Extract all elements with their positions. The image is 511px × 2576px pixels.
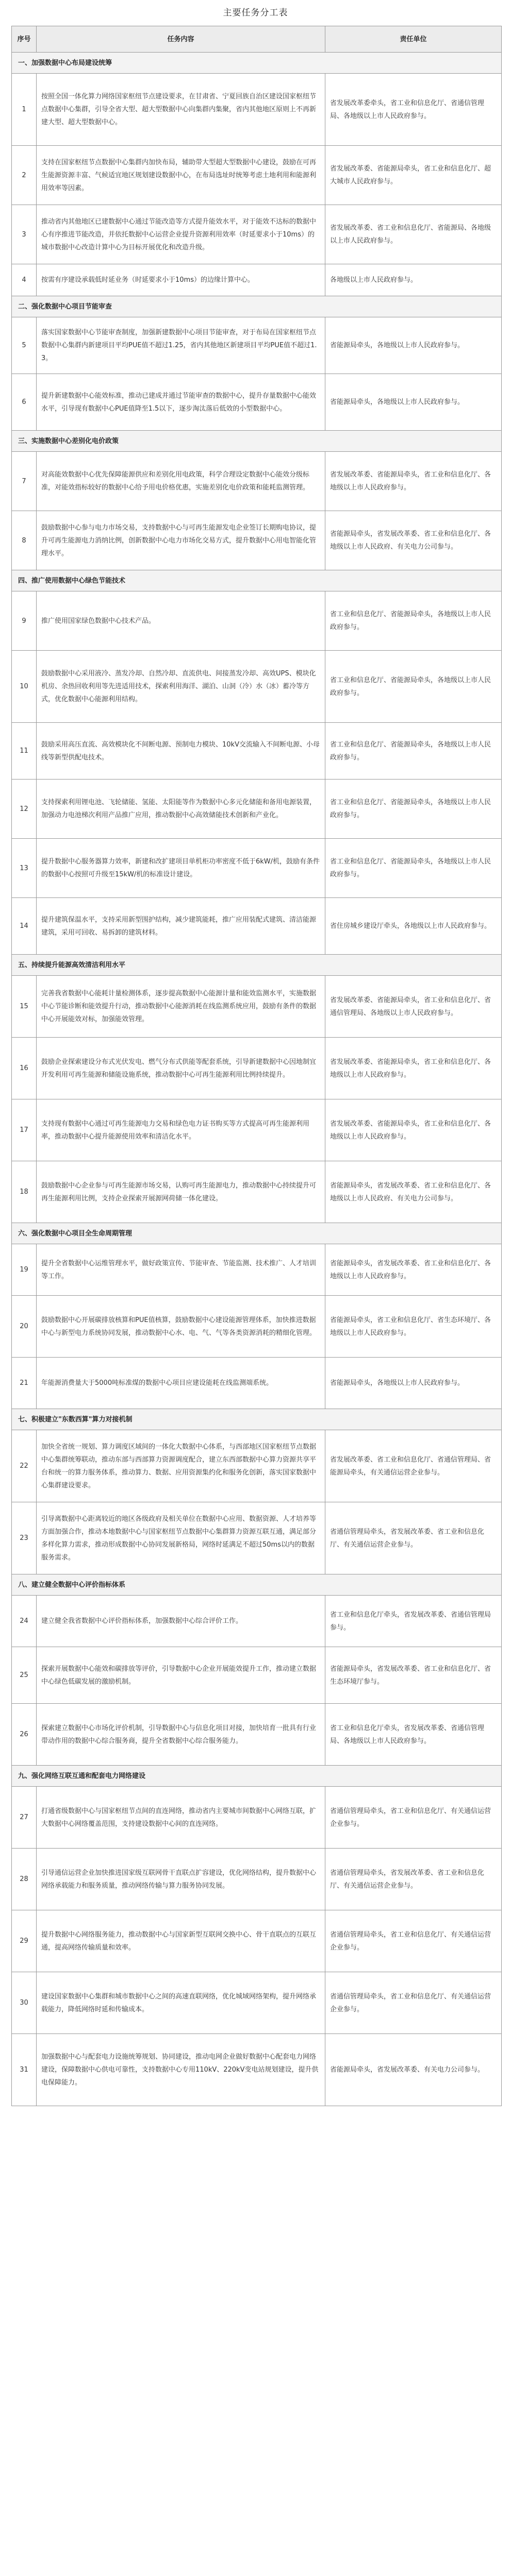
row-number: 30	[12, 1972, 37, 2034]
table-row	[12, 1787, 502, 1849]
task-content: 鼓励数据中心参与电力市场交易，支持数据中心与可再生能源发电企业签订长期购电协议，提升可再生能源电力消纳比例，创新数据中心电力市场化交易方式，提升数据中心用电智能化管理水平。	[37, 511, 325, 570]
task-content: 推动省内其他地区已建数据中心通过节能改造等方式提升能效水平，对于能效不达标的数据中心有序推进节能改造，并依托数据中心运营企业提升资源利用效率（时延要求小于10ms）的城市数据中心改造计算中心为目标开展优化和改造升级。	[37, 205, 325, 264]
row-number: 4	[12, 264, 37, 296]
responsible-unit: 省发展改革委牵头，省工业和信息化厅、省通信管理局、各地级以上市人民政府参与。	[325, 74, 502, 146]
table-row	[12, 1502, 502, 1574]
responsible-unit: 省通信管理局牵头，省工业和信息化厅、有关通信运营企业参与。	[325, 1787, 502, 1849]
task-content: 加强数据中心与配套电力设施统筹规划、协同建设，推动电网企业做好数据中心配套电力网络建设，保障数据中心供电可靠性，支持数据中心专用110kV、220kV变电站规划建设，提升供电保障能力。	[37, 2034, 325, 2106]
table-row	[12, 205, 502, 264]
row-number: 24	[12, 1596, 37, 1647]
responsible-unit: 省能源局牵头，各地级以上市人民政府参与。	[325, 317, 502, 374]
table-row	[12, 651, 502, 723]
table-row	[12, 976, 502, 1038]
table-row	[12, 591, 502, 651]
table-row	[12, 374, 502, 431]
task-table	[11, 26, 502, 2106]
section-row	[12, 1574, 502, 1596]
section-row	[12, 296, 502, 317]
task-content: 引导通信运营企业加快推进国家级互联网骨干直联点扩容建设，优化网络结构，提升数据中心网络承载能力和服务质量，推动网络传输与算力服务协同发展。	[37, 1849, 325, 1910]
section-title: 五、持续提升能源高效清洁利用水平	[12, 955, 502, 976]
task-content: 支持在国家枢纽节点数据中心集群内加快布局，辅助带大型超大型数据中心建设，鼓励在可再生能源资源丰富、气候适宜地区规划建设数据中心，在布局选址时统筹考虑土地利用和能源利用效率等因素。	[37, 146, 325, 205]
task-content: 鼓励数据中心开展碳排放核算和PUE值核算，鼓励数据中心建设能源管理体系，加快推进数据中心与新型电力系统协同发展，推动数据中心水、电、气、气等各类资源消耗的精细化管理。	[37, 1296, 325, 1358]
section-row	[12, 1223, 502, 1244]
row-number: 28	[12, 1849, 37, 1910]
responsible-unit: 省通信管理局牵头，省工业和信息化厅、有关通信运营企业参与。	[325, 1910, 502, 1972]
row-number: 31	[12, 2034, 37, 2106]
task-content: 引导离数据中心距离较近的地区各级政府及相关单位在数据中心应用、数据资源、人才培养等方面加强合作，推动本地数据中心与国家枢纽节点数据中心集群算力资源互联互通，满足部分多样化算力需求，推动形成数据中心协同发展新格局，网络时延满足不超过50ms以内的数据服务需求。	[37, 1502, 325, 1574]
responsible-unit: 省工业和信息化厅、省能源局牵头，各地级以上市人民政府参与。	[325, 779, 502, 839]
document-title: 主要任务分工表	[223, 8, 288, 18]
table-row	[12, 1704, 502, 1766]
table-row	[12, 317, 502, 374]
responsible-unit: 省工业和信息化厅、省能源局牵头，各地级以上市人民政府参与。	[325, 591, 502, 651]
table-row	[12, 264, 502, 296]
responsible-unit: 省工业和信息化厅牵头，省发展改革委、省通信管理局参与。	[325, 1596, 502, 1647]
table-row	[12, 1099, 502, 1161]
table-body	[12, 53, 502, 2106]
table-row	[12, 1972, 502, 2034]
responsible-unit: 省发展改革委、省能源局牵头，省工业和信息化厅、各地级以上市人民政府参与。	[325, 1038, 502, 1099]
task-content: 鼓励数据中心企业参与可再生能源市场交易，认购可再生能源电力，推动数据中心持续提升可再生能源利用比例，支持企业探索开展源网荷储一体化建设。	[37, 1161, 325, 1223]
section-title: 三、实施数据中心差别化电价政策	[12, 431, 502, 452]
task-content: 按需有序建设承载低时延业务（时延要求小于10ms）的边缘计算中心。	[37, 264, 325, 296]
table-row	[12, 839, 502, 898]
section-title: 一、加强数据中心布局建设统筹	[12, 53, 502, 74]
task-content: 提升数据中心网络服务能力，推动数据中心与国家新型互联网交换中心、骨干直联点的互联互通，提高网络传输质量和效率。	[37, 1910, 325, 1972]
responsible-unit: 省工业和信息化厅牵头，省发展改革委、省通信管理局、各地级以上市人民政府参与。	[325, 1704, 502, 1766]
table-row	[12, 1296, 502, 1358]
row-number: 7	[12, 452, 37, 511]
responsible-unit: 省发展改革委、省工业和信息化厅、省通信管理局、省能源局牵头，有关通信运营企业参与。	[325, 1430, 502, 1502]
task-content: 落实国家数据中心节能审查制度，加强新建数据中心项目节能审查，对于布局在国家枢纽节点数据中心集群内新建项目平均PUE值不超过1.25，省内其他地区新建项目平均PUE值不超过1.3。	[37, 317, 325, 374]
responsible-unit: 省能源局牵头，省工业和信息化厅、省生态环境厅、各地级以上市人民政府参与。	[325, 1296, 502, 1358]
row-number: 5	[12, 317, 37, 374]
task-content: 对高能效数据中心优先保障能源供应和差别化用电政策，科学合理设定数据中心能效分级标准，对能效指标较好的数据中心给予用电价格优惠，实施差别化电价政策和能耗监测管理。	[37, 452, 325, 511]
task-content: 提升新建数据中心能效标准，推动已建成并通过节能审查的数据中心，提升存量数据中心能效水平，引导现有数据中心PUE值降至1.5以下，逐步淘汰落后低效的小型数据中心。	[37, 374, 325, 431]
row-number: 29	[12, 1910, 37, 1972]
section-row	[12, 53, 502, 74]
responsible-unit: 省能源局牵头，各地级以上市人民政府参与。	[325, 1358, 502, 1409]
responsible-unit: 省发展改革委、省能源局牵头，省工业和信息化厅、超大城市人民政府参与。	[325, 146, 502, 205]
responsible-unit: 省工业和信息化厅、省能源局牵头，各地级以上市人民政府参与。	[325, 839, 502, 898]
table-row	[12, 1244, 502, 1296]
row-number: 27	[12, 1787, 37, 1849]
section-title: 八、建立健全数据中心评价指标体系	[12, 1574, 502, 1596]
row-number: 23	[12, 1502, 37, 1574]
section-title: 二、强化数据中心项目节能审查	[12, 296, 502, 317]
task-content: 鼓励采用高压直流、高效模块化不间断电源、预制电力模块、10kV交流输入不间断电源、小母线等新型供配电技术。	[37, 723, 325, 779]
row-number: 16	[12, 1038, 37, 1099]
responsible-unit: 省发展改革委、省能源局牵头，省工业和信息化厅、各地级以上市人民政府参与。	[325, 452, 502, 511]
responsible-unit: 各地级以上市人民政府参与。	[325, 264, 502, 296]
task-content: 鼓励数据中心采用液冷、蒸发冷却、自然冷却、直流供电、间接蒸发冷却、高效UPS、模块化机房、余热回收利用等先进适用技术，探索利用海洋、湖泊、山洞（冷）水（冰）蓄冷等方式，优化数据中心能源利用结构。	[37, 651, 325, 723]
table-row	[12, 898, 502, 955]
header-task: 任务内容	[37, 26, 325, 53]
section-title: 六、强化数据中心项目全生命周期管理	[12, 1223, 502, 1244]
table-row	[12, 723, 502, 779]
section-row	[12, 1766, 502, 1787]
section-row	[12, 570, 502, 591]
row-number: 20	[12, 1296, 37, 1358]
responsible-unit: 省工业和信息化厅、省能源局牵头，各地级以上市人民政府参与。	[325, 651, 502, 723]
table-row	[12, 511, 502, 570]
row-number: 3	[12, 205, 37, 264]
task-content: 支持现有数据中心通过可再生能源电力交易和绿色电力证书购买等方式提高可再生能源利用率，推动数据中心提升能源使用效率和清洁化水平。	[37, 1099, 325, 1161]
responsible-unit: 省住房城乡建设厅牵头，各地级以上市人民政府参与。	[325, 898, 502, 955]
row-number: 17	[12, 1099, 37, 1161]
responsible-unit: 省通信管理局牵头，省工业和信息化厅、有关通信运营企业参与。	[325, 1972, 502, 2034]
task-content: 提升建筑保温水平，支持采用新型围护结构，减少建筑能耗，推广应用装配式建筑、清洁能源建筑，采用可回收、易拆卸的建筑材料。	[37, 898, 325, 955]
responsible-unit: 省能源局牵头，省发展改革委、省工业和信息化厅、各地级以上市人民政府、有关电力公司参与。	[325, 511, 502, 570]
table-row	[12, 1161, 502, 1223]
task-content: 完善我省数据中心能耗计量检测体系，逐步提高数据中心能源计量和能效监测水平，实施数据中心节能诊断和能效提升行动，推动数据中心能源消耗在线监测系统应用，鼓励有条件的数据中心开展能效对标，加强能效管理。	[37, 976, 325, 1038]
table-row	[12, 1647, 502, 1704]
row-number: 18	[12, 1161, 37, 1223]
task-content: 加快全省统一规划、算力调度区域间的一体化大数据中心体系，与西部地区国家枢纽节点数据中心集群统筹联动，推动东部与西部算力资源调度配合，建立东西部数据中心算力资源共享平台和统一的算力服务体系，推动算力、数据、应用资源集约化和服务化创新，落实国家数据中心集群建设要求。	[37, 1430, 325, 1502]
task-content: 探索建立数据中心市场化评价机制，引导数据中心与信息化项目对接，加快培育一批具有行业带动作用的数据中心综合服务商，提升全省数据中心综合服务能力。	[37, 1704, 325, 1766]
task-content: 推广使用国家绿色数据中心技术产品。	[37, 591, 325, 651]
row-number: 8	[12, 511, 37, 570]
section-row	[12, 431, 502, 452]
responsible-unit: 省能源局牵头，省发展改革委、有关电力公司参与。	[325, 2034, 502, 2106]
row-number: 22	[12, 1430, 37, 1502]
row-number: 21	[12, 1358, 37, 1409]
table-row	[12, 452, 502, 511]
row-number: 6	[12, 374, 37, 431]
section-title: 七、积极建立"东数西算"算力对接机制	[12, 1409, 502, 1430]
responsible-unit: 省发展改革委、省工业和信息化厅、省能源局、各地级以上市人民政府参与。	[325, 205, 502, 264]
table-row	[12, 74, 502, 146]
row-number: 2	[12, 146, 37, 205]
task-content: 建立健全我省数据中心评价指标体系，加强数据中心综合评价工作。	[37, 1596, 325, 1647]
responsible-unit: 省发展改革委、省能源局牵头，省工业和信息化厅、各地级以上市人民政府参与。	[325, 1099, 502, 1161]
table-row	[12, 1849, 502, 1910]
header-unit: 责任单位	[325, 26, 502, 53]
row-number: 25	[12, 1647, 37, 1704]
task-content: 提升数据中心服务器算力效率，新建和改扩建项目单机柜功率密度不低于6kW/机，鼓励有条件的数据中心按照可升级至15kW/机的标准设计建设。	[37, 839, 325, 898]
table-row	[12, 1038, 502, 1099]
responsible-unit: 省发展改革委、省能源局牵头，省工业和信息化厅、省通信管理局、各地级以上市人民政府参与。	[325, 976, 502, 1038]
section-title: 四、推广使用数据中心绿色节能技术	[12, 570, 502, 591]
table-header-row	[12, 26, 502, 53]
section-row	[12, 955, 502, 976]
row-number: 9	[12, 591, 37, 651]
task-content: 鼓励企业探索建设分布式光伏发电、燃气分布式供能等配套系统，引导新建数据中心因地制宜开发利用可再生能源和储能设施系统，推动数据中心可再生能源利用比例持续提升。	[37, 1038, 325, 1099]
row-number: 10	[12, 651, 37, 723]
task-content: 支持探索利用锂电池、飞轮储能、氢能、太阳能等作为数据中心多元化储能和备用电源装置，加强动力电池梯次利用产品推广应用，推动数据中心高效储能技术创新和产业化。	[37, 779, 325, 839]
task-content: 建设国家数据中心集群和城市数据中心之间的高速直联网络，优化城域网络架构，提升网络承载能力，降低网络时延和传输成本。	[37, 1972, 325, 2034]
table-row	[12, 1596, 502, 1647]
row-number: 19	[12, 1244, 37, 1296]
task-content: 年能源消费量大于5000吨标准煤的数据中心项目应建设能耗在线监测端系统。	[37, 1358, 325, 1409]
task-content: 探索开展数据中心能效和碳排放等评价，引导数据中心企业开展能效提升工作，推动建立数据中心绿色低碳发展的激励机制。	[37, 1647, 325, 1704]
section-title: 九、强化网络互联互通和配套电力网络建设	[12, 1766, 502, 1787]
table-row	[12, 779, 502, 839]
row-number: 11	[12, 723, 37, 779]
table-row	[12, 1910, 502, 1972]
responsible-unit: 省能源局牵头，省发展改革委、省工业和信息化厅、省生态环境厅参与。	[325, 1647, 502, 1704]
table-row	[12, 2034, 502, 2106]
row-number: 1	[12, 74, 37, 146]
header-num: 序号	[12, 26, 37, 53]
responsible-unit: 省工业和信息化厅、省能源局牵头，各地级以上市人民政府参与。	[325, 723, 502, 779]
responsible-unit: 省通信管理局牵头，省发展改革委、省工业和信息化厅、有关通信运营企业参与。	[325, 1849, 502, 1910]
row-number: 26	[12, 1704, 37, 1766]
responsible-unit: 省能源局牵头，省发展改革委、省工业和信息化厅、各地级以上市人民政府、有关电力公司参与。	[325, 1161, 502, 1223]
row-number: 12	[12, 779, 37, 839]
row-number: 15	[12, 976, 37, 1038]
table-row	[12, 1358, 502, 1409]
row-number: 13	[12, 839, 37, 898]
responsible-unit: 省能源局牵头，省发展改革委、省工业和信息化厅、各地级以上市人民政府参与。	[325, 1244, 502, 1296]
responsible-unit: 省能源局牵头，各地级以上市人民政府参与。	[325, 374, 502, 431]
table-row	[12, 1430, 502, 1502]
responsible-unit: 省通信管理局牵头，省发展改革委、省工业和信息化厅、有关通信运营企业参与。	[325, 1502, 502, 1574]
row-number: 14	[12, 898, 37, 955]
task-content: 按照全国一体化算力网络国家枢纽节点建设要求，在甘肃省、宁夏回族自治区建设国家枢纽节点数据中心集群，引导全省大型、超大型数据中心向集群内集聚，省内其他地区原则上不再新建大型、超大型数据中心。	[37, 74, 325, 146]
task-content: 打通省级数据中心与国家枢纽节点间的直连网络，推动省内主要城市间数据中心网络互联，扩大数据中心网络覆盖范围，支持建设数据中心间的直连网络。	[37, 1787, 325, 1849]
task-content: 提升全省数据中心运维管理水平，做好政策宣传、节能审查、节能监测、技术推广、人才培训等工作。	[37, 1244, 325, 1296]
table-row	[12, 146, 502, 205]
section-row	[12, 1409, 502, 1430]
